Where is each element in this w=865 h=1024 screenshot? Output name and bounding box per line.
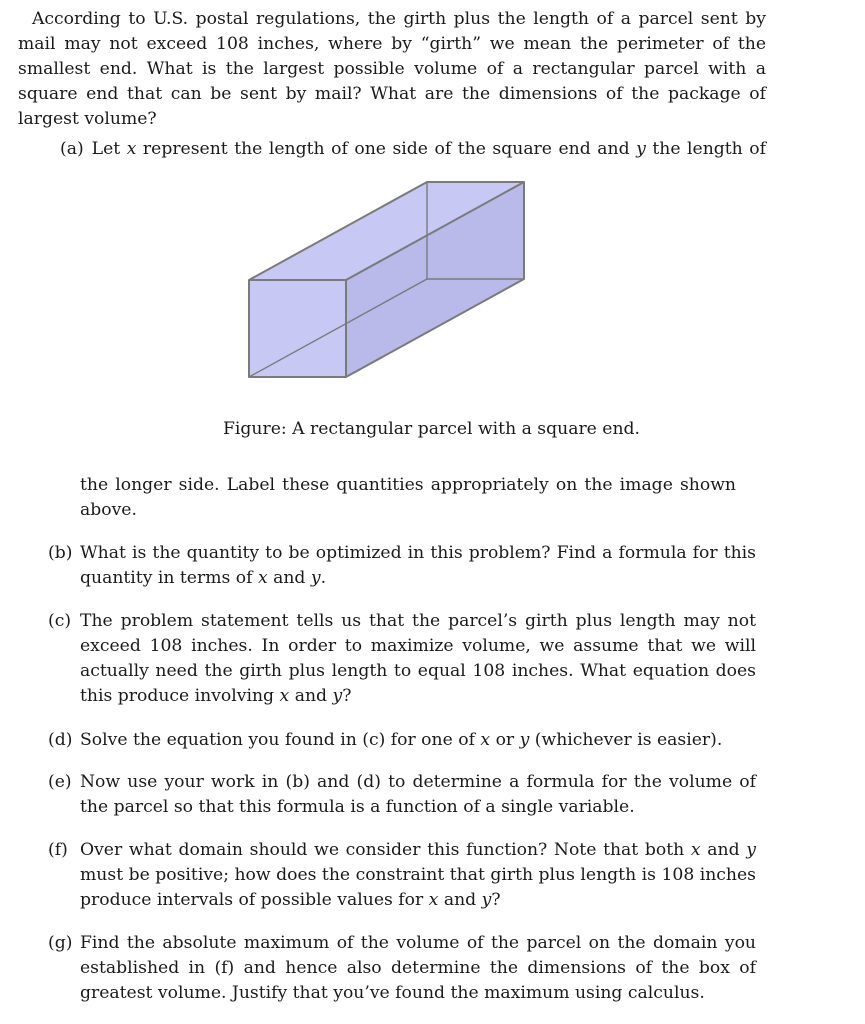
parcel-figure: [246, 179, 528, 381]
part-b: [48, 541, 756, 591]
part-f: [48, 838, 756, 913]
part-e: [48, 770, 756, 820]
part-f-text: Over what domain should we consider this function? Note that both x and y must be positive; how does the constraint that girth plus length is 108 inches produce intervals of possible values for x and y?: [80, 840, 756, 910]
parcel-front-face: [249, 280, 346, 377]
part-b-label: (b): [48, 543, 73, 563]
part-g-label: (g): [48, 933, 73, 953]
part-c: [48, 609, 756, 709]
part-e-label: (e): [48, 772, 72, 792]
part-d-text: Solve the equation you found in (c) for one of x or y (whichever is easier).: [80, 730, 723, 750]
part-f-label: (f): [48, 840, 68, 860]
part-g: [48, 931, 756, 1006]
parcel-box: [249, 182, 524, 377]
part-a-text: Let x represent the length of one side of the square end and y the length of: [91, 139, 766, 159]
part-b-text: What is the quantity to be optimized in this problem? Find a formula for this quantity in terms of x and y.: [80, 543, 756, 588]
part-c-label: (c): [48, 611, 72, 631]
problem-intro: According to U.S. postal regulations, the girth plus the length of a parcel sent by mail may not exceed 108 inches, where by “girth” we mean the perimeter of the smallest end. What is the largest possible volume of a rectangular parcel with a square end that can be sent by mail? What are the dimensions of the package of largest volume?: [18, 9, 766, 129]
part-a-label: (a): [60, 139, 84, 159]
part-d: [48, 728, 756, 753]
part-e-text: Now use your work in (b) and (d) to determine a formula for the volume of the parcel so that this formula is a function of a single variable.: [80, 772, 756, 817]
part-c-text: The problem statement tells us that the parcel’s girth plus length may not exceed 108 inches. In order to maximize volume, we assume that we will actually need the girth plus length to equal 108 inches. What equation does this produce involving x and y?: [80, 611, 756, 706]
part-d-label: (d): [48, 730, 73, 750]
part-a-first-line: [60, 137, 766, 162]
figure-caption: Figure: A rectangular parcel with a square end.: [222, 419, 641, 439]
part-g-text: Find the absolute maximum of the volume of the parcel on the domain you established in (f) and hence also determine the dimensions of the box of greatest volume. Justify that you’ve found the maximum using calculus.: [80, 933, 756, 1003]
part-a-continuation: the longer side. Label these quantities appropriately on the image shown above.: [80, 475, 736, 520]
